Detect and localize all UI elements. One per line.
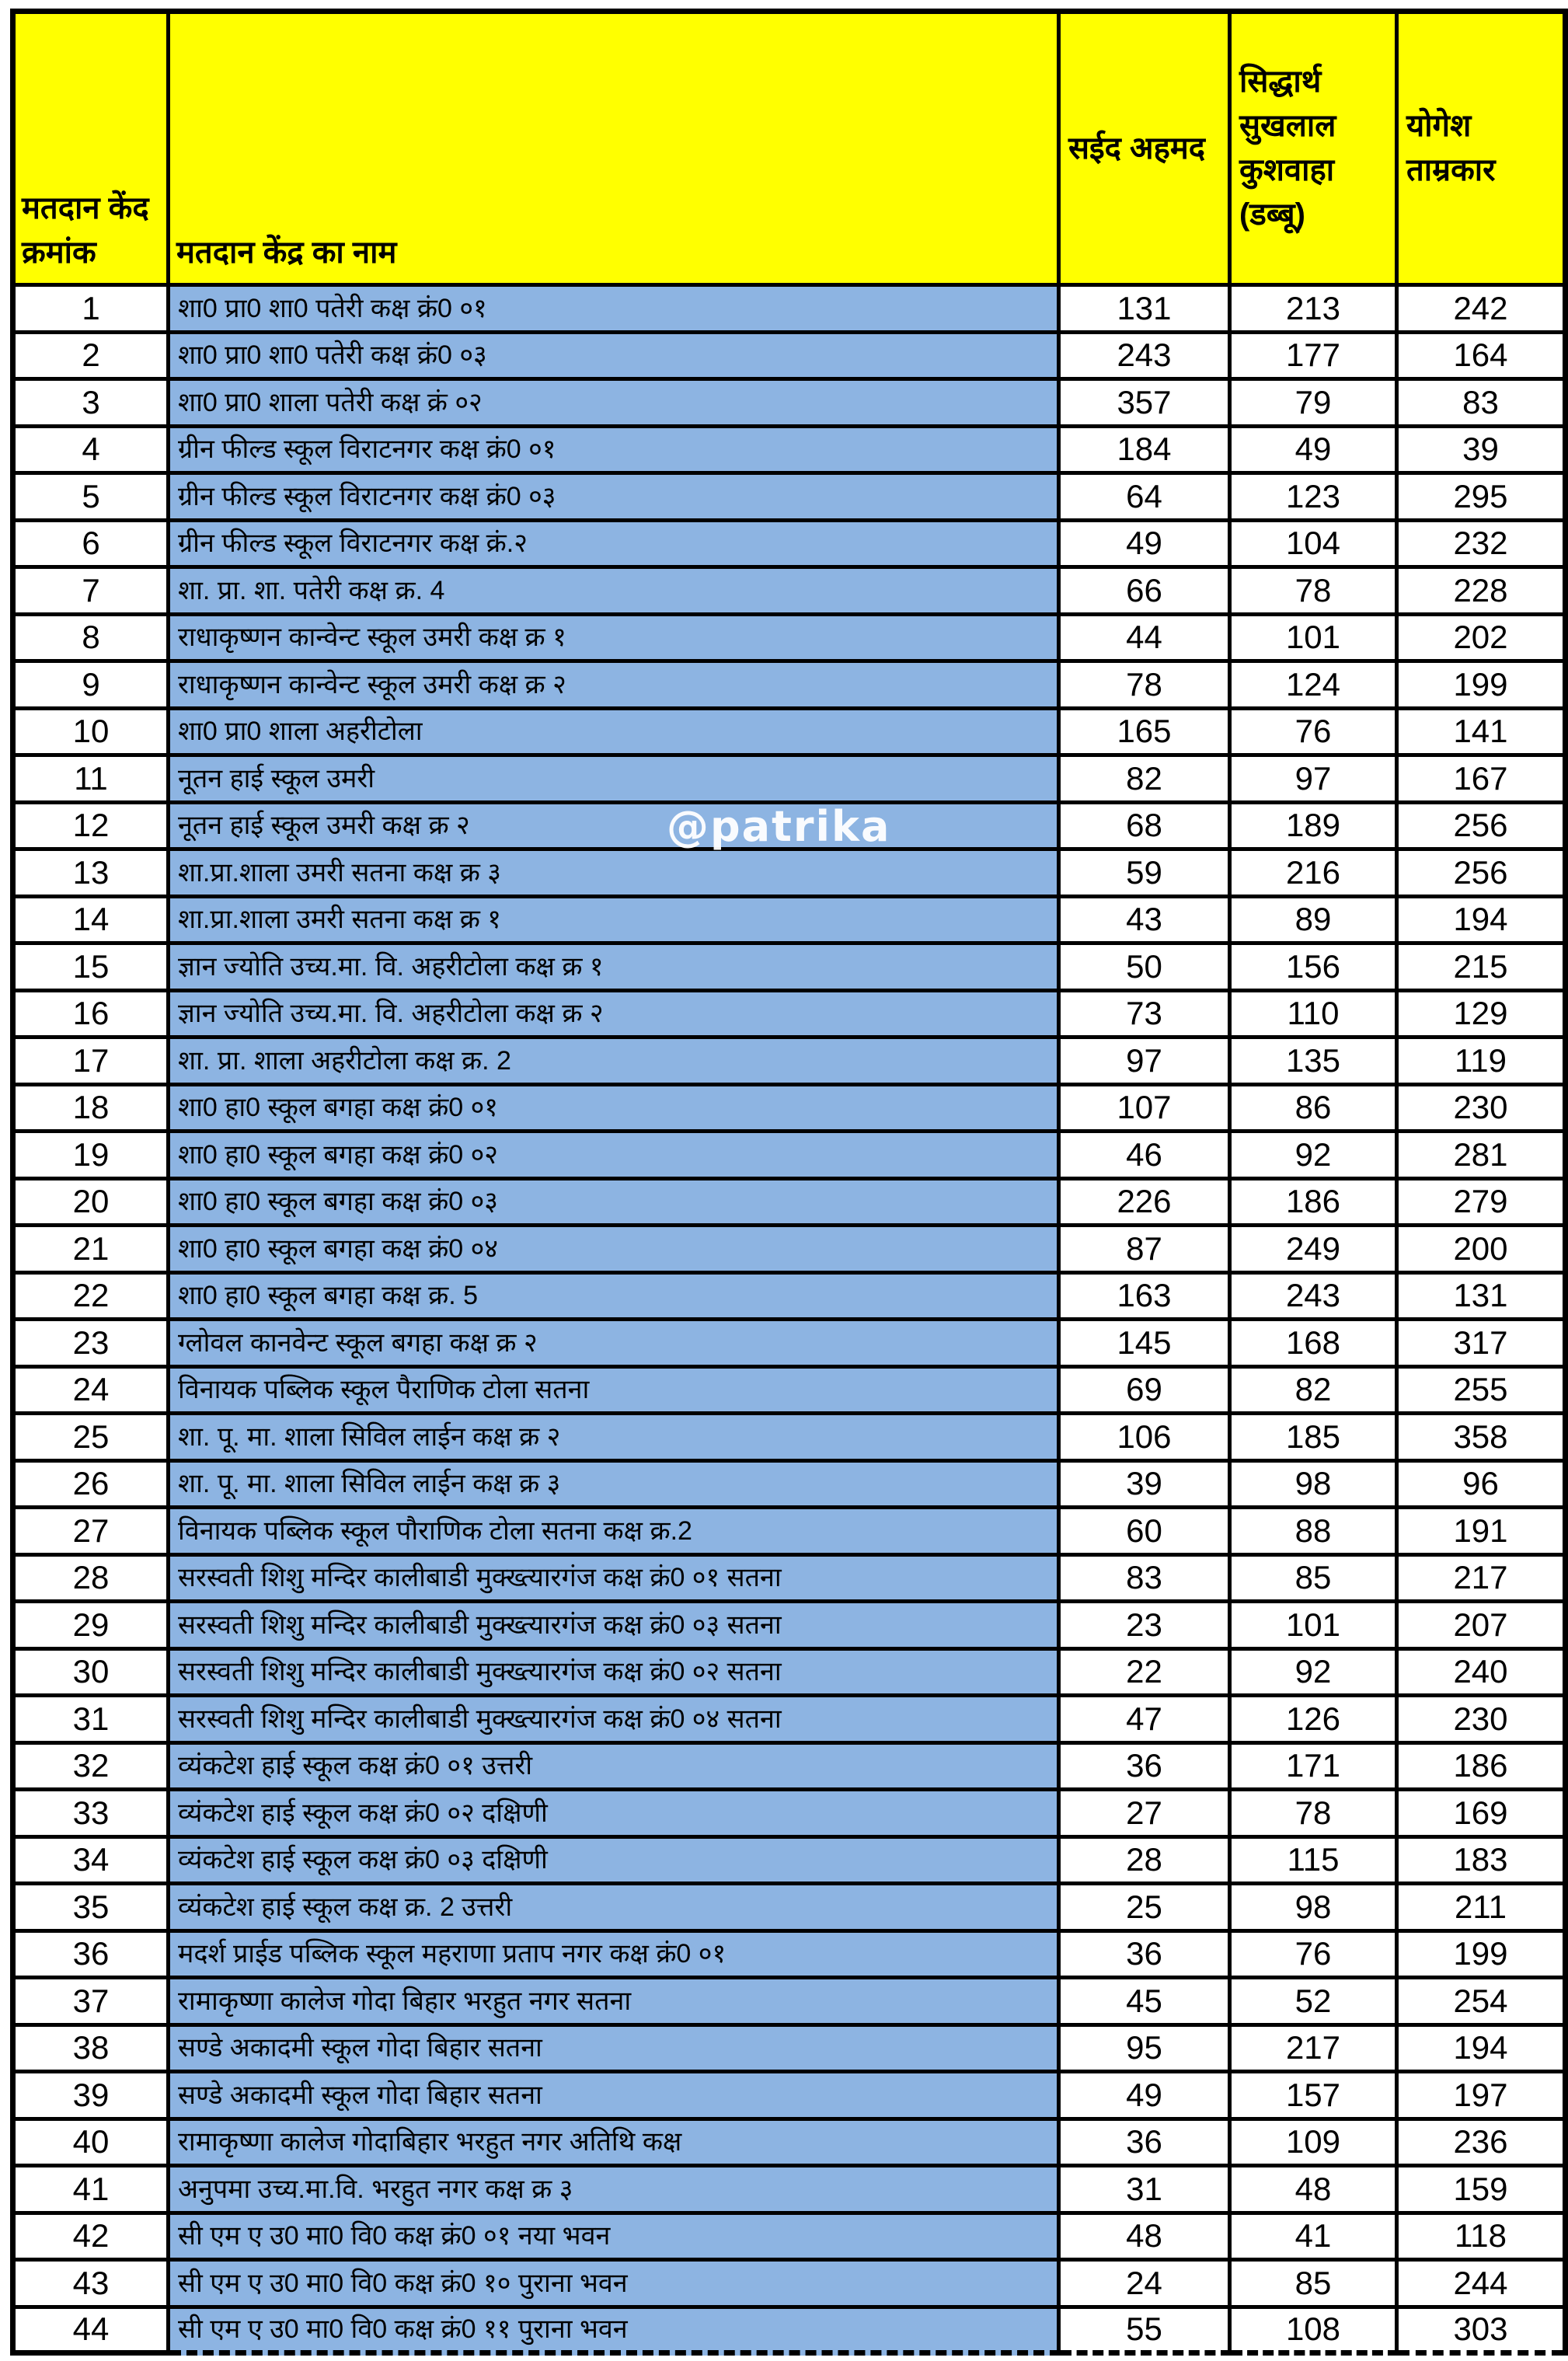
yogesh-tamrakar-votes-cell: 191 — [1399, 1509, 1563, 1557]
saeed-ahmad-votes-cell: 49 — [1061, 2073, 1232, 2121]
yogesh-tamrakar-votes-cell: 197 — [1399, 2073, 1563, 2121]
serial-number-cell: 12 — [16, 804, 170, 852]
station-name-cell: विनायक पब्लिक स्कूल पौराणिक टोला सतना कक्ष क्र.2 — [170, 1509, 1061, 1557]
station-name-cell: राधाकृष्णन कान्वेन्ट स्कूल उमरी कक्ष क्र २ — [170, 663, 1061, 710]
station-name-cell: रामाकृष्णा कालेज गोदा बिहार भरहुत नगर सतना — [170, 1979, 1061, 2027]
station-name-cell: शा0 हा0 स्कूल बगहा कक्ष क्र. 5 — [170, 1275, 1061, 1322]
yogesh-tamrakar-votes-cell: 141 — [1399, 710, 1563, 758]
siddharth-kushwaha-votes-cell: 216 — [1232, 851, 1399, 898]
saeed-ahmad-votes-cell: 226 — [1061, 1180, 1232, 1228]
serial-number-cell: 20 — [16, 1180, 170, 1228]
siddharth-kushwaha-votes-cell: 78 — [1232, 1791, 1399, 1839]
siddharth-kushwaha-votes-cell: 243 — [1232, 1275, 1399, 1322]
station-name-cell: ग्रीन फील्ड स्कूल विराटनगर कक्ष क्रं.२ — [170, 522, 1061, 570]
serial-number-cell: 3 — [16, 381, 170, 428]
siddharth-kushwaha-votes-cell: 185 — [1232, 1415, 1399, 1463]
siddharth-kushwaha-votes-cell: 124 — [1232, 663, 1399, 710]
siddharth-kushwaha-votes-cell: 110 — [1232, 992, 1399, 1040]
serial-number-cell: 13 — [16, 851, 170, 898]
saeed-ahmad-votes-cell: 60 — [1061, 1509, 1232, 1557]
yogesh-tamrakar-votes-cell: 129 — [1399, 992, 1563, 1040]
station-name-cell: ज्ञान ज्योति उच्य.मा. वि. अहरीटोला कक्ष क्र १ — [170, 945, 1061, 992]
saeed-ahmad-votes-cell: 107 — [1061, 1086, 1232, 1134]
station-name-cell: शा0 हा0 स्कूल बगहा कक्ष क्रं0 ०१ — [170, 1086, 1061, 1134]
yogesh-tamrakar-votes-cell: 232 — [1399, 522, 1563, 570]
yogesh-tamrakar-votes-cell: 256 — [1399, 804, 1563, 852]
yogesh-tamrakar-votes-cell: 169 — [1399, 1791, 1563, 1839]
saeed-ahmad-votes-cell: 87 — [1061, 1227, 1232, 1275]
saeed-ahmad-votes-cell: 25 — [1061, 1885, 1232, 1933]
siddharth-kushwaha-votes-cell: 115 — [1232, 1839, 1399, 1886]
yogesh-tamrakar-votes-cell: 228 — [1399, 569, 1563, 616]
saeed-ahmad-votes-cell: 36 — [1061, 1933, 1232, 1980]
saeed-ahmad-votes-cell: 23 — [1061, 1603, 1232, 1651]
serial-number-cell: 29 — [16, 1603, 170, 1651]
siddharth-kushwaha-votes-cell: 108 — [1232, 2309, 1399, 2356]
saeed-ahmad-votes-cell: 106 — [1061, 1415, 1232, 1463]
serial-number-cell: 15 — [16, 945, 170, 992]
siddharth-kushwaha-votes-cell: 249 — [1232, 1227, 1399, 1275]
serial-number-cell: 8 — [16, 616, 170, 664]
serial-number-cell: 9 — [16, 663, 170, 710]
serial-number-cell: 39 — [16, 2073, 170, 2121]
yogesh-tamrakar-votes-cell: 167 — [1399, 757, 1563, 804]
patrika-watermark: @patrika — [667, 802, 891, 851]
siddharth-kushwaha-votes-cell: 156 — [1232, 945, 1399, 992]
saeed-ahmad-votes-cell: 55 — [1061, 2309, 1232, 2356]
yogesh-tamrakar-votes-cell: 183 — [1399, 1839, 1563, 1886]
saeed-ahmad-votes-cell: 78 — [1061, 663, 1232, 710]
saeed-ahmad-votes-cell: 24 — [1061, 2262, 1232, 2309]
station-name-cell: मदर्श प्राईड पब्लिक स्कूल महराणा प्रताप नगर कक्ष क्रं0 ०१ — [170, 1933, 1061, 1980]
siddharth-kushwaha-votes-cell: 49 — [1232, 428, 1399, 476]
station-name-cell: सरस्वती शिशु मन्दिर कालीबाडी मुक्ख्त्यारगंज कक्ष क्रं0 ०१ सतना — [170, 1557, 1061, 1604]
siddharth-kushwaha-votes-cell: 89 — [1232, 898, 1399, 946]
siddharth-kushwaha-votes-cell: 123 — [1232, 475, 1399, 522]
saeed-ahmad-votes-cell: 47 — [1061, 1697, 1232, 1745]
saeed-ahmad-votes-cell: 163 — [1061, 1275, 1232, 1322]
station-name-cell: शा. पू. मा. शाला सिविल लाईन कक्ष क्र २ — [170, 1415, 1061, 1463]
yogesh-tamrakar-votes-cell: 194 — [1399, 2027, 1563, 2074]
serial-number-cell: 17 — [16, 1039, 170, 1086]
siddharth-kushwaha-votes-cell: 217 — [1232, 2027, 1399, 2074]
siddharth-kushwaha-votes-cell: 171 — [1232, 1745, 1399, 1792]
serial-number-cell: 23 — [16, 1321, 170, 1369]
station-name-cell: सरस्वती शिशु मन्दिर कालीबाडी मुक्ख्त्यारगंज कक्ष क्रं0 ०३ सतना — [170, 1603, 1061, 1651]
saeed-ahmad-votes-cell: 39 — [1061, 1463, 1232, 1510]
serial-number-cell: 6 — [16, 522, 170, 570]
siddharth-kushwaha-votes-cell: 189 — [1232, 804, 1399, 852]
station-name-cell: शा0 हा0 स्कूल बगहा कक्ष क्रं0 ०२ — [170, 1133, 1061, 1180]
serial-number-cell: 5 — [16, 475, 170, 522]
station-name-cell: शा0 प्रा0 शा0 पतेरी कक्ष क्रं0 ०१ — [170, 287, 1061, 334]
siddharth-kushwaha-votes-cell: 101 — [1232, 1603, 1399, 1651]
siddharth-kushwaha-votes-cell: 78 — [1232, 569, 1399, 616]
siddharth-kushwaha-votes-cell: 85 — [1232, 1557, 1399, 1604]
saeed-ahmad-votes-cell: 145 — [1061, 1321, 1232, 1369]
header-serial-number: मतदान केंद क्रमांक — [16, 14, 170, 287]
yogesh-tamrakar-votes-cell: 281 — [1399, 1133, 1563, 1180]
siddharth-kushwaha-votes-cell: 101 — [1232, 616, 1399, 664]
serial-number-cell: 38 — [16, 2027, 170, 2074]
serial-number-cell: 21 — [16, 1227, 170, 1275]
yogesh-tamrakar-votes-cell: 159 — [1399, 2167, 1563, 2215]
saeed-ahmad-votes-cell: 82 — [1061, 757, 1232, 804]
yogesh-tamrakar-votes-cell: 358 — [1399, 1415, 1563, 1463]
serial-number-cell: 40 — [16, 2121, 170, 2168]
header-candidate-yogesh-tamrakar: योगेश ताम्रकार — [1399, 14, 1563, 287]
saeed-ahmad-votes-cell: 131 — [1061, 287, 1232, 334]
saeed-ahmad-votes-cell: 31 — [1061, 2167, 1232, 2215]
saeed-ahmad-votes-cell: 184 — [1061, 428, 1232, 476]
serial-number-cell: 25 — [16, 1415, 170, 1463]
station-name-cell: व्यंकटेश हाई स्कूल कक्ष क्रं0 ०३ दक्षिणी — [170, 1839, 1061, 1886]
saeed-ahmad-votes-cell: 45 — [1061, 1979, 1232, 2027]
station-name-cell: शा. पू. मा. शाला सिविल लाईन कक्ष क्र ३ — [170, 1463, 1061, 1510]
siddharth-kushwaha-votes-cell: 213 — [1232, 287, 1399, 334]
saeed-ahmad-votes-cell: 36 — [1061, 2121, 1232, 2168]
serial-number-cell: 19 — [16, 1133, 170, 1180]
serial-number-cell: 16 — [16, 992, 170, 1040]
yogesh-tamrakar-votes-cell: 317 — [1399, 1321, 1563, 1369]
yogesh-tamrakar-votes-cell: 230 — [1399, 1086, 1563, 1134]
serial-number-cell: 41 — [16, 2167, 170, 2215]
serial-number-cell: 2 — [16, 334, 170, 382]
polling-results-table — [10, 9, 1568, 2356]
siddharth-kushwaha-votes-cell: 186 — [1232, 1180, 1399, 1228]
serial-number-cell: 4 — [16, 428, 170, 476]
serial-number-cell: 35 — [16, 1885, 170, 1933]
station-name-cell: सी एम ए उ0 मा0 वि0 कक्ष क्रं0 १० पुराना भवन — [170, 2262, 1061, 2309]
serial-number-cell: 36 — [16, 1933, 170, 1980]
station-name-cell: सी एम ए उ0 मा0 वि0 कक्ष क्रं0 ०१ नया भवन — [170, 2215, 1061, 2262]
siddharth-kushwaha-votes-cell: 109 — [1232, 2121, 1399, 2168]
yogesh-tamrakar-votes-cell: 207 — [1399, 1603, 1563, 1651]
siddharth-kushwaha-votes-cell: 79 — [1232, 381, 1399, 428]
saeed-ahmad-votes-cell: 49 — [1061, 522, 1232, 570]
siddharth-kushwaha-votes-cell: 92 — [1232, 1651, 1399, 1698]
yogesh-tamrakar-votes-cell: 199 — [1399, 663, 1563, 710]
yogesh-tamrakar-votes-cell: 186 — [1399, 1745, 1563, 1792]
yogesh-tamrakar-votes-cell: 200 — [1399, 1227, 1563, 1275]
yogesh-tamrakar-votes-cell: 118 — [1399, 2215, 1563, 2262]
station-name-cell: शा.प्रा.शाला उमरी सतना कक्ष क्र ३ — [170, 851, 1061, 898]
siddharth-kushwaha-votes-cell: 135 — [1232, 1039, 1399, 1086]
station-name-cell: ज्ञान ज्योति उच्य.मा. वि. अहरीटोला कक्ष क्र २ — [170, 992, 1061, 1040]
siddharth-kushwaha-votes-cell: 92 — [1232, 1133, 1399, 1180]
serial-number-cell: 7 — [16, 569, 170, 616]
yogesh-tamrakar-votes-cell: 279 — [1399, 1180, 1563, 1228]
station-name-cell: शा0 हा0 स्कूल बगहा कक्ष क्रं0 ०४ — [170, 1227, 1061, 1275]
serial-number-cell: 34 — [16, 1839, 170, 1886]
yogesh-tamrakar-votes-cell: 256 — [1399, 851, 1563, 898]
station-name-cell: नूतन हाई स्कूल उमरी कक्ष क्र २ — [170, 804, 1061, 852]
yogesh-tamrakar-votes-cell: 39 — [1399, 428, 1563, 476]
saeed-ahmad-votes-cell: 28 — [1061, 1839, 1232, 1886]
station-name-cell: राधाकृष्णन कान्वेन्ट स्कूल उमरी कक्ष क्र १ — [170, 616, 1061, 664]
siddharth-kushwaha-votes-cell: 97 — [1232, 757, 1399, 804]
serial-number-cell: 32 — [16, 1745, 170, 1792]
siddharth-kushwaha-votes-cell: 88 — [1232, 1509, 1399, 1557]
header-candidate-siddharth-kushwaha: सिद्धार्थ सुखलाल कुशवाहा (डब्बू) — [1232, 14, 1399, 287]
siddharth-kushwaha-votes-cell: 104 — [1232, 522, 1399, 570]
siddharth-kushwaha-votes-cell: 98 — [1232, 1885, 1399, 1933]
station-name-cell: सण्डे अकादमी स्कूल गोदा बिहार सतना — [170, 2027, 1061, 2074]
saeed-ahmad-votes-cell: 73 — [1061, 992, 1232, 1040]
saeed-ahmad-votes-cell: 44 — [1061, 616, 1232, 664]
yogesh-tamrakar-votes-cell: 202 — [1399, 616, 1563, 664]
siddharth-kushwaha-votes-cell: 86 — [1232, 1086, 1399, 1134]
serial-number-cell: 18 — [16, 1086, 170, 1134]
saeed-ahmad-votes-cell: 46 — [1061, 1133, 1232, 1180]
serial-number-cell: 44 — [16, 2309, 170, 2356]
yogesh-tamrakar-votes-cell: 199 — [1399, 1933, 1563, 1980]
yogesh-tamrakar-votes-cell: 164 — [1399, 334, 1563, 382]
serial-number-cell: 43 — [16, 2262, 170, 2309]
serial-number-cell: 37 — [16, 1979, 170, 2027]
siddharth-kushwaha-votes-cell: 157 — [1232, 2073, 1399, 2121]
yogesh-tamrakar-votes-cell: 96 — [1399, 1463, 1563, 1510]
saeed-ahmad-votes-cell: 68 — [1061, 804, 1232, 852]
saeed-ahmad-votes-cell: 357 — [1061, 381, 1232, 428]
serial-number-cell: 33 — [16, 1791, 170, 1839]
siddharth-kushwaha-votes-cell: 76 — [1232, 710, 1399, 758]
yogesh-tamrakar-votes-cell: 217 — [1399, 1557, 1563, 1604]
yogesh-tamrakar-votes-cell: 303 — [1399, 2309, 1563, 2356]
header-station-name: मतदान केंद्र का नाम — [170, 14, 1061, 287]
station-name-cell: व्यंकटेश हाई स्कूल कक्ष क्रं0 ०२ दक्षिणी — [170, 1791, 1061, 1839]
serial-number-cell: 31 — [16, 1697, 170, 1745]
saeed-ahmad-votes-cell: 83 — [1061, 1557, 1232, 1604]
serial-number-cell: 28 — [16, 1557, 170, 1604]
serial-number-cell: 24 — [16, 1369, 170, 1416]
siddharth-kushwaha-votes-cell: 52 — [1232, 1979, 1399, 2027]
yogesh-tamrakar-votes-cell: 295 — [1399, 475, 1563, 522]
header-candidate-saeed-ahmad: सईद अहमद — [1061, 14, 1232, 287]
saeed-ahmad-votes-cell: 22 — [1061, 1651, 1232, 1698]
yogesh-tamrakar-votes-cell: 131 — [1399, 1275, 1563, 1322]
saeed-ahmad-votes-cell: 97 — [1061, 1039, 1232, 1086]
yogesh-tamrakar-votes-cell: 244 — [1399, 2262, 1563, 2309]
serial-number-cell: 11 — [16, 757, 170, 804]
saeed-ahmad-votes-cell: 165 — [1061, 710, 1232, 758]
station-name-cell: ग्रीन फील्ड स्कूल विराटनगर कक्ष क्रं0 ०३ — [170, 475, 1061, 522]
saeed-ahmad-votes-cell: 48 — [1061, 2215, 1232, 2262]
station-name-cell: नूतन हाई स्कूल उमरी — [170, 757, 1061, 804]
station-name-cell: सरस्वती शिशु मन्दिर कालीबाडी मुक्ख्त्यारगंज कक्ष क्रं0 ०२ सतना — [170, 1651, 1061, 1698]
serial-number-cell: 42 — [16, 2215, 170, 2262]
station-name-cell: अनुपमा उच्य.मा.वि. भरहुत नगर कक्ष क्र ३ — [170, 2167, 1061, 2215]
station-name-cell: शा0 प्रा0 शा0 पतेरी कक्ष क्रं0 ०३ — [170, 334, 1061, 382]
serial-number-cell: 22 — [16, 1275, 170, 1322]
station-name-cell: शा. प्रा. शा. पतेरी कक्ष क्र. 4 — [170, 569, 1061, 616]
yogesh-tamrakar-votes-cell: 254 — [1399, 1979, 1563, 2027]
station-name-cell: सी एम ए उ0 मा0 वि0 कक्ष क्रं0 ११ पुराना भवन — [170, 2309, 1061, 2356]
yogesh-tamrakar-votes-cell: 255 — [1399, 1369, 1563, 1416]
yogesh-tamrakar-votes-cell: 236 — [1399, 2121, 1563, 2168]
serial-number-cell: 1 — [16, 287, 170, 334]
station-name-cell: शा. प्रा. शाला अहरीटोला कक्ष क्र. 2 — [170, 1039, 1061, 1086]
station-name-cell: शा0 प्रा0 शाला अहरीटोला — [170, 710, 1061, 758]
station-name-cell: शा0 हा0 स्कूल बगहा कक्ष क्रं0 ०३ — [170, 1180, 1061, 1228]
yogesh-tamrakar-votes-cell: 230 — [1399, 1697, 1563, 1745]
siddharth-kushwaha-votes-cell: 126 — [1232, 1697, 1399, 1745]
serial-number-cell: 10 — [16, 710, 170, 758]
siddharth-kushwaha-votes-cell: 41 — [1232, 2215, 1399, 2262]
station-name-cell: विनायक पब्लिक स्कूल पैराणिक टोला सतना — [170, 1369, 1061, 1416]
saeed-ahmad-votes-cell: 66 — [1061, 569, 1232, 616]
station-name-cell: ग्रीन फील्ड स्कूल विराटनगर कक्ष क्रं0 ०१ — [170, 428, 1061, 476]
saeed-ahmad-votes-cell: 43 — [1061, 898, 1232, 946]
siddharth-kushwaha-votes-cell: 98 — [1232, 1463, 1399, 1510]
station-name-cell: सरस्वती शिशु मन्दिर कालीबाडी मुक्ख्त्यारगंज कक्ष क्रं0 ०४ सतना — [170, 1697, 1061, 1745]
station-name-cell: व्यंकटेश हाई स्कूल कक्ष क्रं0 ०१ उत्तरी — [170, 1745, 1061, 1792]
station-name-cell: ग्लोवल कानवेन्ट स्कूल बगहा कक्ष क्र २ — [170, 1321, 1061, 1369]
saeed-ahmad-votes-cell: 59 — [1061, 851, 1232, 898]
station-name-cell: रामाकृष्णा कालेज गोदाबिहार भरहुत नगर अतिथि कक्ष — [170, 2121, 1061, 2168]
siddharth-kushwaha-votes-cell: 82 — [1232, 1369, 1399, 1416]
serial-number-cell: 14 — [16, 898, 170, 946]
yogesh-tamrakar-votes-cell: 240 — [1399, 1651, 1563, 1698]
station-name-cell: व्यंकटेश हाई स्कूल कक्ष क्र. 2 उत्तरी — [170, 1885, 1061, 1933]
siddharth-kushwaha-votes-cell: 76 — [1232, 1933, 1399, 1980]
siddharth-kushwaha-votes-cell: 177 — [1232, 334, 1399, 382]
station-name-cell: शा.प्रा.शाला उमरी सतना कक्ष क्र १ — [170, 898, 1061, 946]
saeed-ahmad-votes-cell: 64 — [1061, 475, 1232, 522]
saeed-ahmad-votes-cell: 95 — [1061, 2027, 1232, 2074]
saeed-ahmad-votes-cell: 69 — [1061, 1369, 1232, 1416]
yogesh-tamrakar-votes-cell: 83 — [1399, 381, 1563, 428]
siddharth-kushwaha-votes-cell: 168 — [1232, 1321, 1399, 1369]
yogesh-tamrakar-votes-cell: 211 — [1399, 1885, 1563, 1933]
yogesh-tamrakar-votes-cell: 215 — [1399, 945, 1563, 992]
station-name-cell: सण्डे अकादमी स्कूल गोदा बिहार सतना — [170, 2073, 1061, 2121]
yogesh-tamrakar-votes-cell: 119 — [1399, 1039, 1563, 1086]
saeed-ahmad-votes-cell: 50 — [1061, 945, 1232, 992]
serial-number-cell: 26 — [16, 1463, 170, 1510]
station-name-cell: शा0 प्रा0 शाला पतेरी कक्ष क्रं ०२ — [170, 381, 1061, 428]
saeed-ahmad-votes-cell: 243 — [1061, 334, 1232, 382]
yogesh-tamrakar-votes-cell: 242 — [1399, 287, 1563, 334]
siddharth-kushwaha-votes-cell: 85 — [1232, 2262, 1399, 2309]
saeed-ahmad-votes-cell: 36 — [1061, 1745, 1232, 1792]
yogesh-tamrakar-votes-cell: 194 — [1399, 898, 1563, 946]
serial-number-cell: 27 — [16, 1509, 170, 1557]
serial-number-cell: 30 — [16, 1651, 170, 1698]
siddharth-kushwaha-votes-cell: 48 — [1232, 2167, 1399, 2215]
saeed-ahmad-votes-cell: 27 — [1061, 1791, 1232, 1839]
